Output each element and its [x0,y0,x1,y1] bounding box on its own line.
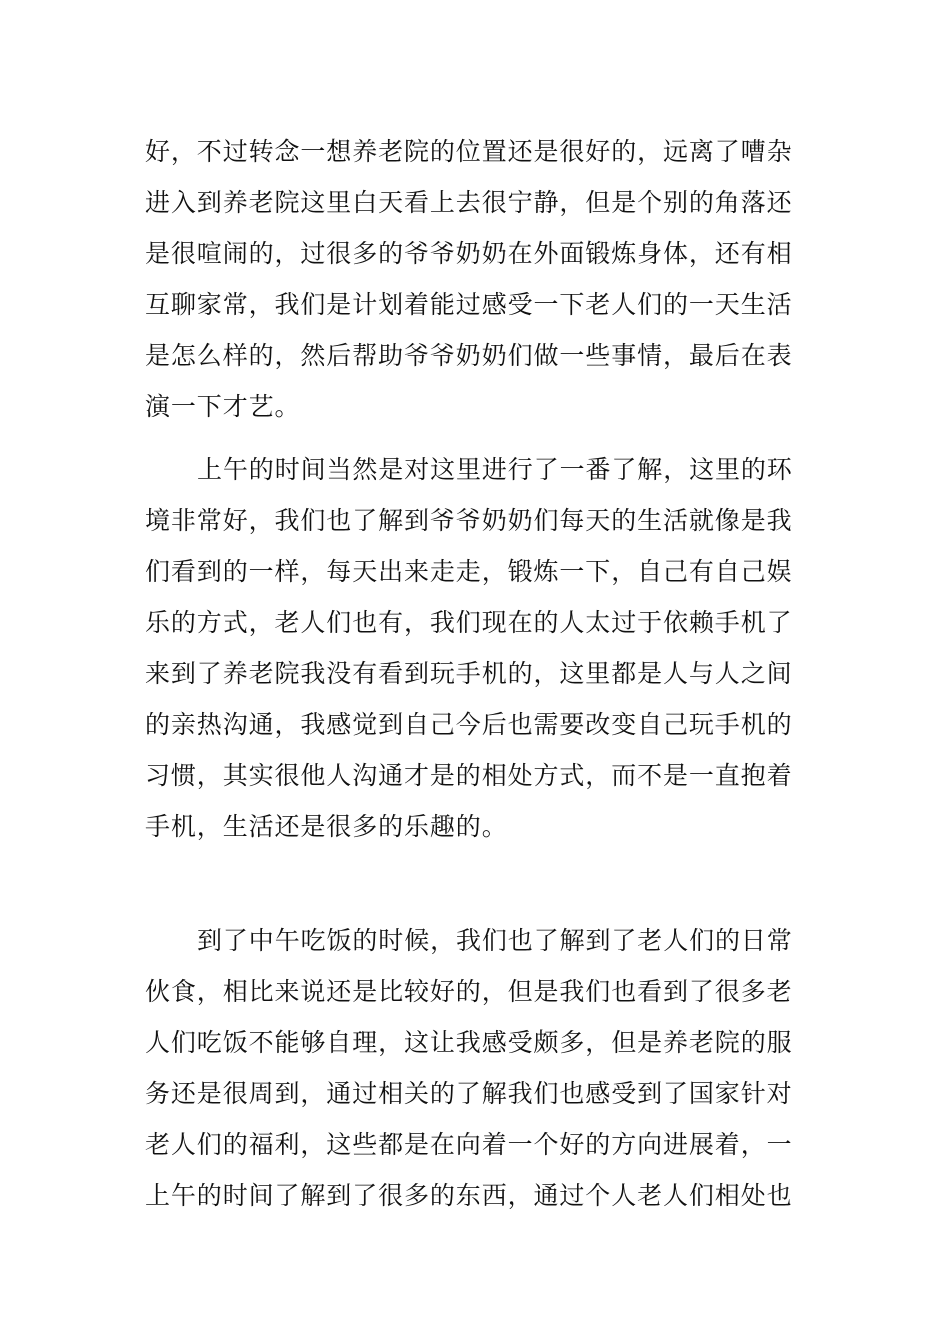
paragraph-line: 伙食，相比来说还是比较好的，但是我们也看到了很多老 [145,977,793,1006]
paragraph-line: 上午的时间了解到了很多的东西，通过个人老人们相处也 [145,1181,793,1210]
paragraph-line: 来到了养老院我没有看到玩手机的，这里都是人与人之间 [145,659,793,688]
paragraph-line: 务还是很周到，通过相关的了解我们也感受到了国家针对 [145,1079,793,1108]
paragraph-2 [145,444,815,852]
paragraph-3 [145,915,815,1221]
paragraph-line: 乐的方式，老人们也有，我们现在的人太过于依赖手机了 [145,608,793,637]
paragraph-line: 进入到养老院这里白天看上去很宁静，但是个别的角落还 [145,188,793,217]
paragraph-line: 手机，生活还是很多的乐趣的。 [145,812,508,841]
paragraph-line: 人们吃饭不能够自理，这让我感受颇多，但是养老院的服 [145,1028,793,1057]
paragraph-1 [145,126,815,432]
paragraph-line: 演一下才艺。 [145,392,301,421]
paragraph-line: 是怎么样的，然后帮助爷爷奶奶们做一些事情，最后在表 [145,341,793,370]
paragraph-line: 老人们的福利，这些都是在向着一个好的方向进展着，一 [145,1130,793,1159]
paragraph-line: 习惯，其实很他人沟通才是的相处方式，而不是一直抱着 [145,761,793,790]
paragraph-line: 们看到的一样，每天出来走走，锻炼一下，自己有自己娱 [145,557,793,586]
paragraph-line: 是很喧闹的，过很多的爷爷奶奶在外面锻炼身体，还有相 [145,239,793,268]
paragraph-line: 好，不过转念一想养老院的位置还是很好的，远离了嘈杂 [145,137,793,166]
paragraph-line: 境非常好，我们也了解到爷爷奶奶们每天的生活就像是我 [145,506,793,535]
paragraph-line: 互聊家常，我们是计划着能过感受一下老人们的一天生活 [145,290,793,319]
paragraph-line: 的亲热沟通，我感觉到自己今后也需要改变自己玩手机的 [145,710,793,739]
paragraph-line: 到了中午吃饭的时候，我们也了解到了老人们的日常 [197,926,793,955]
paragraph-line: 上午的时间当然是对这里进行了一番了解，这里的环 [197,455,793,484]
